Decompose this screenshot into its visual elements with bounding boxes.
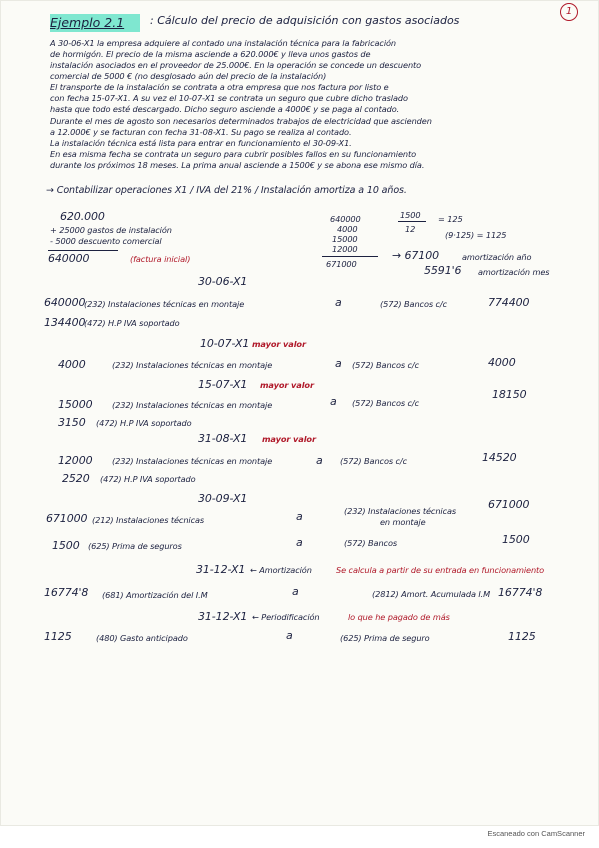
entry-credit-account: (2812) Amort. Acumulada I.M: [372, 589, 491, 599]
entry-credit-amount: 1125: [508, 630, 536, 643]
entry-date: 15-07-X1: [198, 378, 248, 391]
calc-mid-line: 15000: [332, 234, 358, 244]
entry-tag-type: ← Amortización: [250, 565, 312, 575]
entry-date: 31-12-X1: [198, 610, 248, 623]
calc-price: 620.000: [60, 210, 105, 223]
entry-debit-account: (472) H.P IVA soportado: [84, 318, 180, 328]
entry-credit-account: (572) Bancos c/c: [380, 299, 447, 309]
calc-fraction-top: 1500: [400, 210, 421, 220]
statement-line: de hormigón. El precio de la misma asciende a 620.000€ y lleva unos gastos de: [50, 49, 371, 59]
statement-line: con fecha 15-07-X1. A su vez el 10-07-X1 se contrata un seguro que cubre dicho traslado: [50, 93, 408, 103]
entry-debit-account: (232) Instalaciones técnicas en montaje: [112, 400, 273, 410]
calc-amort-year-value: → 67100: [392, 249, 440, 262]
entry-debit-account: (212) Instalaciones técnicas: [92, 515, 205, 525]
entry-tag: lo que he pagado de más: [348, 612, 450, 622]
calc-installation-costs: + 25000 gastos de instalación: [50, 225, 172, 235]
calc-mid-line: 640000: [330, 214, 361, 224]
calc-note: (factura inicial): [130, 254, 191, 264]
entry-debit-account: (232) Instalaciones técnicas en montaje: [112, 360, 273, 370]
entry-debit-account: (480) Gasto anticipado: [96, 633, 188, 643]
statement-line: instalación asociados en el proveedor de 25.000€. En la operación se concede un descuento: [50, 60, 422, 70]
entry-credit-amount: 1500: [502, 533, 530, 546]
entry-a: a: [330, 395, 337, 408]
entry-debit-amount: 4000: [58, 358, 86, 371]
calc-amort-month-value: 5591'6: [424, 264, 462, 277]
calc-mid-line: 4000: [337, 224, 358, 234]
calc-total: 640000: [48, 252, 90, 265]
entry-a: a: [296, 536, 303, 549]
entry-debit-account: (472) H.P IVA soportado: [96, 418, 192, 428]
calc-total-rule: [48, 250, 118, 251]
entry-debit-amount: 640000: [44, 296, 86, 309]
entry-debit-account: (232) Instalaciones técnicas en montaje: [112, 456, 273, 466]
entry-tag: Se calcula a partir de su entrada en funcionamiento: [336, 565, 545, 575]
entry-debit-account: (472) H.P IVA soportado: [100, 474, 196, 484]
entry-date: 10-07-X1: [200, 337, 250, 350]
calc-discount: - 5000 descuento comercial: [50, 236, 162, 246]
calc-amort-month-label: amortización mes: [478, 267, 550, 277]
calc-fraction-rule: [398, 221, 426, 222]
calc-premium-nine-months: (9·125) = 1125: [445, 230, 507, 240]
entry-debit-account: (625) Prima de seguros: [88, 541, 182, 551]
exercise-heading: → Contabilizar operaciones X1 / IVA del 21% / Instalación amortiza a 10 años.: [46, 185, 407, 196]
entry-debit-amount: 16774'8: [44, 586, 89, 599]
scanner-watermark: Escaneado con CamScanner: [487, 829, 585, 838]
entry-credit-account: (232) Instalaciones técnicas: [344, 506, 457, 516]
entry-debit-amount: 12000: [58, 454, 93, 467]
entry-credit-amount: 16774'8: [498, 586, 543, 599]
entry-debit-amount: 134400: [44, 316, 86, 329]
entry-date: 31-12-X1: [196, 563, 246, 576]
entry-credit-account: (625) Prima de seguro: [340, 633, 430, 643]
statement-line: A 30-06-X1 la empresa adquiere al contado una instalación técnica para la fabricación: [50, 38, 397, 48]
entry-date: 30-06-X1: [198, 275, 248, 288]
entry-debit-account: (681) Amortización del I.M: [102, 590, 208, 600]
entry-credit-account: (572) Bancos: [344, 538, 398, 548]
entry-date: 30-09-X1: [198, 492, 248, 505]
entry-date: 31-08-X1: [198, 432, 248, 445]
statement-line: hasta que todo esté descargado. Dicho seguro asciende a 4000€ y se paga al contado.: [50, 104, 400, 114]
statement-line: En esa misma fecha se contrata un seguro para cubrir posibles fallos en su funcionamiento: [50, 149, 416, 159]
entry-a: a: [292, 585, 299, 598]
calc-monthly-premium: = 125: [438, 214, 463, 224]
entry-debit-amount: 15000: [58, 398, 93, 411]
entry-credit-amount: 4000: [488, 356, 516, 369]
calc-mid-line: 12000: [332, 244, 358, 254]
entry-a: a: [286, 629, 293, 642]
entry-tag: mayor valor: [260, 380, 314, 390]
entry-credit-amount: 774400: [488, 296, 530, 309]
entry-debit-amount: 1500: [52, 539, 80, 552]
entry-a: a: [335, 296, 342, 309]
entry-credit-account: (572) Bancos c/c: [352, 360, 419, 370]
entry-credit-amount: 18150: [492, 388, 527, 401]
page-number: 1: [560, 3, 578, 21]
statement-line: La instalación técnica está lista para entrar en funcionamiento el 30-09-X1.: [50, 138, 352, 148]
entry-tag: mayor valor: [262, 434, 316, 444]
entry-debit-amount: 3150: [58, 416, 86, 429]
entry-debit-amount: 671000: [46, 512, 88, 525]
entry-credit-amount: 14520: [482, 451, 517, 464]
entry-credit-account: (572) Bancos c/c: [352, 398, 419, 408]
entry-a: a: [296, 510, 303, 523]
calc-mid-rule: [322, 256, 378, 257]
calc-amort-year-label: amortización año: [462, 252, 532, 262]
entry-debit-amount: 1125: [44, 630, 72, 643]
entry-tag-type: ← Periodificación: [252, 612, 320, 622]
entry-debit-account: (232) Instalaciones técnicas en montaje: [84, 299, 245, 309]
example-subtitle: : Cálculo del precio de adquisición con gastos asociados: [150, 14, 460, 27]
statement-line: a 12.000€ y se facturan con fecha 31-08-X1. Su pago se realiza al contado.: [50, 127, 352, 137]
statement-line: durante los próximos 18 meses. La prima anual asciende a 1500€ y se abona ese mismo día.: [50, 160, 425, 170]
calc-mid-total: 671000: [326, 259, 357, 269]
example-title: Ejemplo 2.1: [50, 15, 125, 30]
entry-credit-account: (572) Bancos c/c: [340, 456, 407, 466]
entry-debit-amount: 2520: [62, 472, 90, 485]
entry-tag: mayor valor: [252, 339, 306, 349]
statement-line: Durante el mes de agosto son necesarios determinados trabajos de electricidad que ascienden: [50, 116, 432, 126]
entry-a: a: [316, 454, 323, 467]
statement-line: comercial de 5000 € (no desglosado aún del precio de la instalación): [50, 71, 327, 81]
entry-credit-amount: 671000: [488, 498, 530, 511]
calc-fraction-bottom: 12: [405, 224, 416, 234]
statement-line: El transporte de la instalación se contrata a otra empresa que nos factura por listo e: [50, 82, 389, 92]
entry-a: a: [335, 357, 342, 370]
entry-credit-account-cont: en montaje: [380, 517, 426, 527]
